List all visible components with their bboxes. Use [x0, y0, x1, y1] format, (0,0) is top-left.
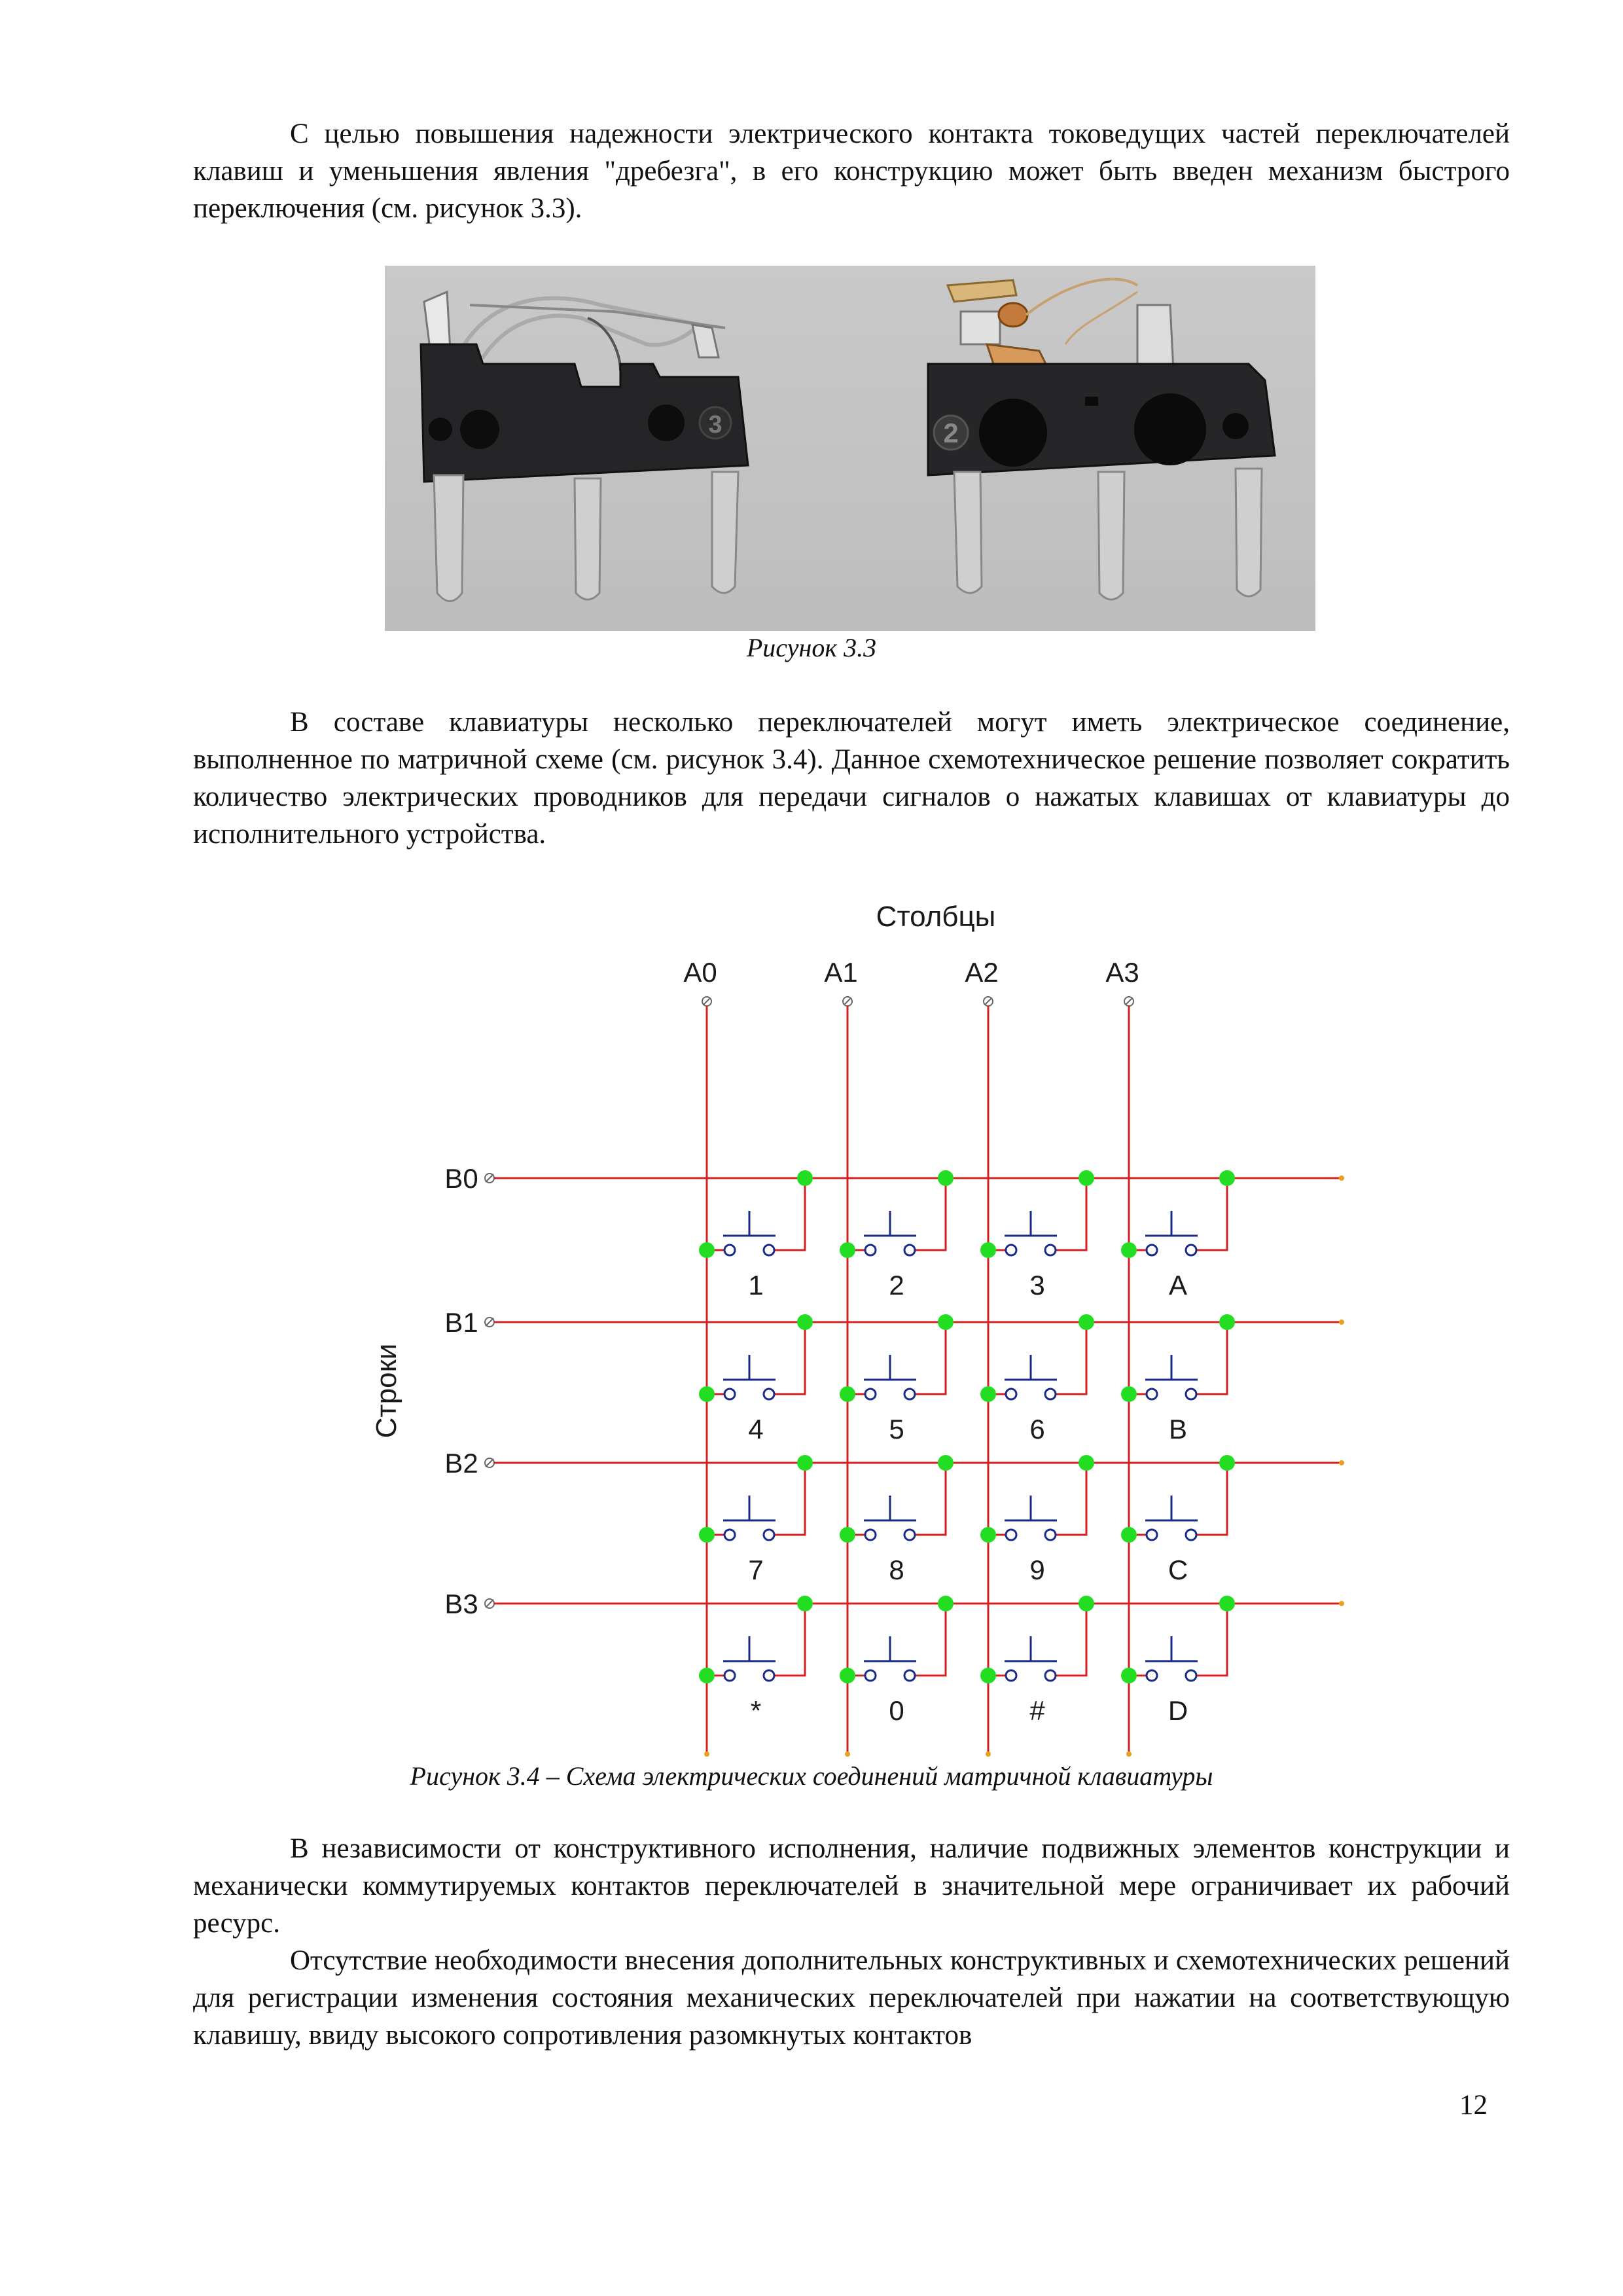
junction-node-column — [840, 1242, 855, 1258]
key-row-link — [1196, 1604, 1227, 1676]
key-contact-right — [764, 1670, 774, 1681]
junction-node-column — [1121, 1668, 1137, 1683]
key-row-link — [1056, 1322, 1086, 1394]
key-contact-right — [764, 1530, 774, 1540]
junction-node-row — [797, 1170, 813, 1186]
key-contact-right — [1186, 1670, 1196, 1681]
key-row-link — [774, 1604, 805, 1676]
key-contact-left — [1147, 1389, 1157, 1399]
junction-node-column — [699, 1668, 715, 1683]
junction-node-column — [980, 1668, 996, 1683]
key-contact-right — [1045, 1245, 1056, 1255]
key-contact-left — [865, 1530, 876, 1540]
figure-3-4-caption: Рисунок 3.4 – Схема электрических соединений матричной клавиатуры — [410, 1761, 1213, 1791]
junction-node-row — [938, 1170, 954, 1186]
key-contact-right — [1186, 1245, 1196, 1255]
junction-node-column — [840, 1386, 855, 1402]
junction-node-row — [797, 1455, 813, 1471]
key-contact-right — [764, 1389, 774, 1399]
key-contact-left — [1006, 1389, 1016, 1399]
junction-node-column — [840, 1668, 855, 1683]
column-end-dot — [704, 1751, 709, 1757]
key-label-3-2: 6 — [1029, 1414, 1045, 1444]
junction-node-row — [1079, 1455, 1094, 1471]
key-contact-left — [865, 1670, 876, 1681]
key-row-link — [1056, 1463, 1086, 1535]
junction-node-column — [980, 1242, 996, 1258]
key-row-link — [774, 1322, 805, 1394]
key-contact-right — [904, 1389, 915, 1399]
column-end-dot — [986, 1751, 991, 1757]
row-end-dot — [1339, 1319, 1344, 1325]
key-contact-right — [764, 1245, 774, 1255]
key-label-2-3: 8 — [889, 1554, 904, 1585]
column-label-a1: A1 — [824, 957, 858, 988]
column-terminal-slash — [844, 998, 851, 1005]
key-row-link — [1196, 1322, 1227, 1394]
key-label-2-2: 5 — [889, 1414, 904, 1444]
key-contact-left — [865, 1389, 876, 1399]
key-label-4-3: C — [1168, 1554, 1188, 1585]
key-row-link — [1196, 1178, 1227, 1250]
junction-node-row — [797, 1314, 813, 1330]
key-contact-left — [724, 1245, 735, 1255]
column-terminal-slash — [1126, 998, 1132, 1005]
switch-label-3: 3 — [708, 411, 722, 439]
key-row-link — [774, 1178, 805, 1250]
key-label-1-2: 4 — [748, 1414, 764, 1444]
key-contact-left — [724, 1389, 735, 1399]
column-label-a0: A0 — [683, 957, 717, 988]
paragraph-1: С целью повышения надежности электрического контакта токоведущих частей переключателей клавиш и уменьшения явления "дребезга", в его конструкцию может быть введен механизм быстрого переключения (см. рисунок 3.3). — [193, 118, 1510, 224]
column-label-a2: A2 — [965, 957, 999, 988]
key-row-link — [915, 1463, 946, 1535]
row-terminal-slash — [486, 1318, 493, 1326]
key-label-2-4: 0 — [889, 1695, 904, 1726]
junction-node-column — [980, 1386, 996, 1402]
junction-node-row — [1079, 1314, 1094, 1330]
paragraph-2: В составе клавиатуры несколько переключателей могут иметь электрическое соединение, выполненное по матричной схеме (см. рисунок 3.4). Данное схемотехническое решение позволяет сократить количество электрических проводников для передачи сигналов о нажатых клавишах от клавиатуры до исполнительного устройства. — [193, 707, 1510, 850]
right-switch — [928, 279, 1275, 600]
row-terminal-slash — [486, 1174, 493, 1182]
key-label-3-4: # — [1029, 1695, 1045, 1726]
junction-node-row — [1079, 1170, 1094, 1186]
key-label-4-1: A — [1168, 1270, 1188, 1300]
key-label-4-4: D — [1168, 1695, 1188, 1726]
junction-node-column — [840, 1527, 855, 1543]
key-row-link — [915, 1322, 946, 1394]
key-label-1-3: 7 — [748, 1554, 764, 1585]
paragraph-3: В независимости от конструктивного исполнения, наличие подвижных элементов конструкции и механически коммутируемых контактов переключателей в значительной мере ограничивает их рабочий ресурс. — [193, 1833, 1510, 1939]
junction-node-row — [1219, 1455, 1235, 1471]
key-contact-left — [865, 1245, 876, 1255]
key-row-link — [1056, 1178, 1086, 1250]
key-label-3-3: 9 — [1029, 1554, 1045, 1585]
key-contact-left — [1006, 1530, 1016, 1540]
junction-node-row — [1219, 1596, 1235, 1611]
key-contact-right — [904, 1530, 915, 1540]
column-terminal-slash — [985, 998, 991, 1005]
column-end-dot — [845, 1751, 850, 1757]
key-contact-right — [1186, 1530, 1196, 1540]
row-terminal-slash — [486, 1600, 493, 1607]
key-contact-left — [1147, 1530, 1157, 1540]
key-contact-left — [1147, 1670, 1157, 1681]
column-end-dot — [1126, 1751, 1132, 1757]
key-contact-left — [1006, 1670, 1016, 1681]
row-label-b1: B1 — [444, 1307, 478, 1338]
key-contact-left — [1006, 1245, 1016, 1255]
rows-title: Строки — [370, 1343, 402, 1439]
key-row-link — [915, 1178, 946, 1250]
junction-node-column — [699, 1386, 715, 1402]
key-contact-right — [1186, 1389, 1196, 1399]
junction-node-column — [980, 1527, 996, 1543]
row-label-b2: B2 — [444, 1448, 478, 1479]
key-label-1-4: * — [750, 1695, 762, 1726]
column-label-a3: A3 — [1105, 957, 1139, 988]
row-end-dot — [1339, 1601, 1344, 1606]
key-label-2-1: 2 — [889, 1270, 904, 1300]
junction-node-column — [699, 1242, 715, 1258]
key-label-1-1: 1 — [748, 1270, 764, 1300]
switch-photo-drawing — [385, 266, 1315, 631]
key-contact-left — [724, 1530, 735, 1540]
switch-label-2: 2 — [943, 418, 959, 448]
key-contact-left — [724, 1670, 735, 1681]
key-row-link — [1056, 1604, 1086, 1676]
junction-node-row — [797, 1596, 813, 1611]
row-label-b0: B0 — [444, 1163, 478, 1194]
figure-3-3-photo — [385, 266, 1315, 631]
junction-node-column — [699, 1527, 715, 1543]
row-end-dot — [1339, 1460, 1344, 1465]
junction-node-column — [1121, 1242, 1137, 1258]
junction-node-column — [1121, 1527, 1137, 1543]
page-number: 12 — [1459, 2090, 1488, 2121]
row-label-b3: B3 — [444, 1588, 478, 1619]
figure-3-3-caption: Рисунок 3.3 — [746, 633, 877, 662]
column-terminal-slash — [704, 998, 710, 1005]
junction-node-row — [938, 1314, 954, 1330]
key-label-3-1: 3 — [1029, 1270, 1045, 1300]
key-contact-right — [904, 1245, 915, 1255]
key-row-link — [915, 1604, 946, 1676]
key-row-link — [774, 1463, 805, 1535]
junction-node-row — [1079, 1596, 1094, 1611]
junction-node-column — [1121, 1386, 1137, 1402]
columns-title: Столбцы — [876, 901, 996, 933]
key-contact-right — [1045, 1530, 1056, 1540]
key-contact-right — [904, 1670, 915, 1681]
matrix-keyboard-schematic — [366, 890, 1361, 1761]
row-terminal-slash — [486, 1459, 493, 1467]
key-contact-left — [1147, 1245, 1157, 1255]
key-contact-right — [1045, 1389, 1056, 1399]
row-end-dot — [1339, 1175, 1344, 1181]
figure-3-4-diagram — [366, 890, 1361, 1761]
paragraph-4: Отсутствие необходимости внесения дополнительных конструктивных и схемотехнических решений для регистрации изменения состояния механических переключателей при нажатии на соответствующую клавишу, ввиду высокого сопротивления разомкнутых контактов — [193, 1945, 1510, 2051]
left-switch — [421, 292, 748, 601]
junction-node-row — [1219, 1170, 1235, 1186]
key-label-4-2: B — [1168, 1414, 1188, 1444]
junction-node-row — [938, 1455, 954, 1471]
junction-node-row — [1219, 1314, 1235, 1330]
key-contact-right — [1045, 1670, 1056, 1681]
key-row-link — [1196, 1463, 1227, 1535]
junction-node-row — [938, 1596, 954, 1611]
